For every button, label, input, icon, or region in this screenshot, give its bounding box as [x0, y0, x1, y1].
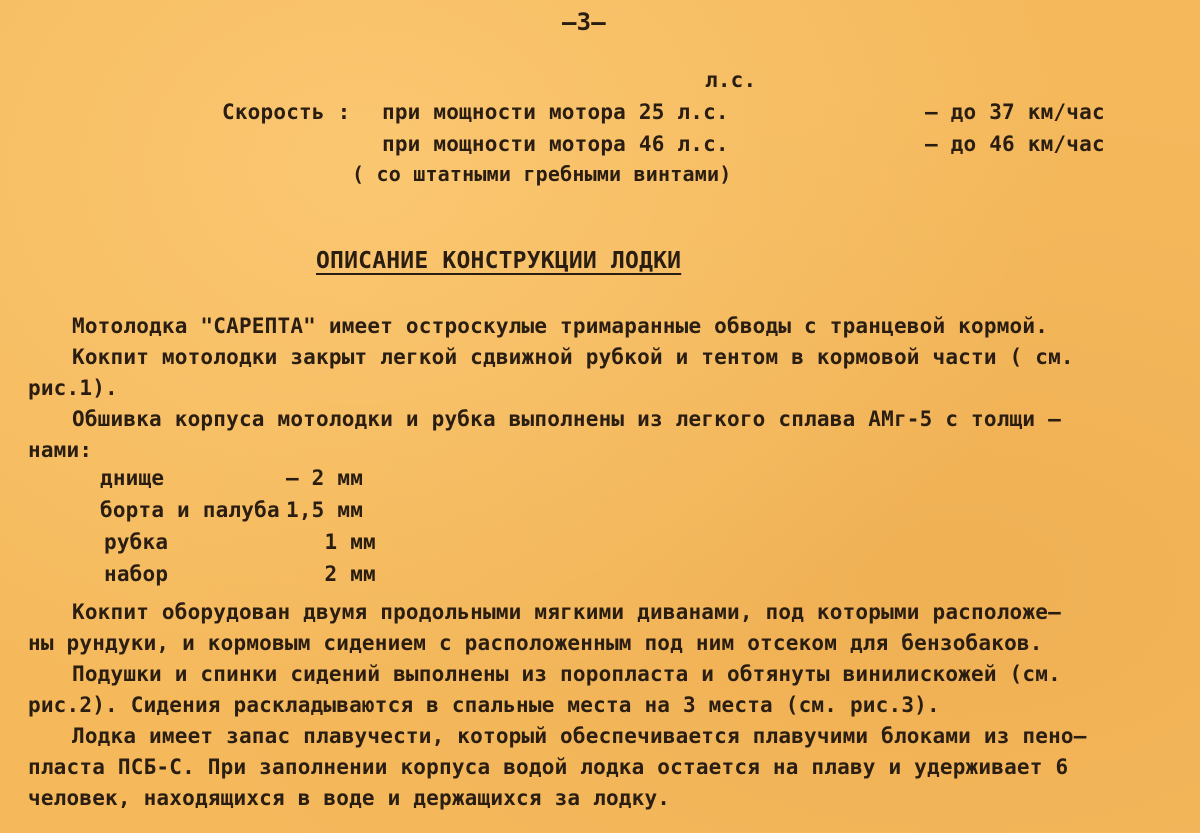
paragraph-1: Мотолодка "САРЕПТА" имеет остроскулые тримаранные обводы с транцевой кормой.	[72, 314, 1049, 338]
speed-value-1: – до 37 км/час	[925, 100, 1105, 124]
speed-label: Скорость :	[222, 100, 351, 124]
paragraph-6-line-3: человек, находящихся в воде и держащихся за лодку.	[28, 786, 671, 810]
paragraph-6-line-2: пласта ПСБ-С. При заполнении корпуса водой лодка остается на плаву и удерживает 6	[28, 755, 1069, 779]
speed-line-2: при мощности мотора 46 л.с.	[382, 132, 729, 156]
paragraph-3-line-2: нами:	[28, 438, 93, 462]
material-value: – 2 мм	[286, 466, 364, 490]
material-value: 2 мм	[286, 562, 376, 586]
material-name: борта и палуба	[100, 498, 280, 522]
section-heading: ОПИСАНИЕ КОНСТРУКЦИИ ЛОДКИ	[316, 248, 682, 274]
material-name: рубка	[104, 530, 169, 554]
paragraph-6-line-1: Лодка имеет запас плавучести, который обеспечивается плавучими блоками из пено–	[72, 724, 1087, 748]
material-value: 1,5 мм	[286, 498, 364, 522]
page-number: –3–	[562, 8, 606, 36]
speed-value-2: – до 46 км/час	[925, 132, 1105, 156]
speed-line-1: при мощности мотора 25 л.с.	[382, 100, 729, 124]
paragraph-5-line-1: Подушки и спинки сидений выполнены из поропласта и обтянуты винилискожей (см.	[72, 662, 1061, 686]
paragraph-5-line-2: рис.2). Сидения раскладываются в спальные места на 3 места (см. рис.3).	[28, 693, 940, 717]
material-name: днище	[100, 466, 165, 490]
paragraph-2-line-2: рис.1).	[28, 376, 118, 400]
paragraph-3-line-1: Обшивка корпуса мотолодки и рубка выполнены из легкого сплава АМг-5 с толщи –	[72, 407, 1061, 431]
material-value: 1 мм	[286, 530, 376, 554]
paragraph-4-line-1: Кокпит оборудован двумя продольными мягкими диванами, под которыми расположе–	[72, 600, 1061, 624]
material-name: набор	[104, 562, 169, 586]
speed-note: ( со штатными гребными винтами)	[352, 162, 732, 186]
paragraph-4-line-2: ны рундуки, и кормовым сидением с расположенным под ним отсеком для бензобаков.	[28, 631, 1043, 655]
paragraph-2-line-1: Кокпит мотолодки закрыт легкой сдвижной рубкой и тентом в кормовой части ( см.	[72, 345, 1074, 369]
speed-unit-header: л.с.	[705, 68, 757, 92]
